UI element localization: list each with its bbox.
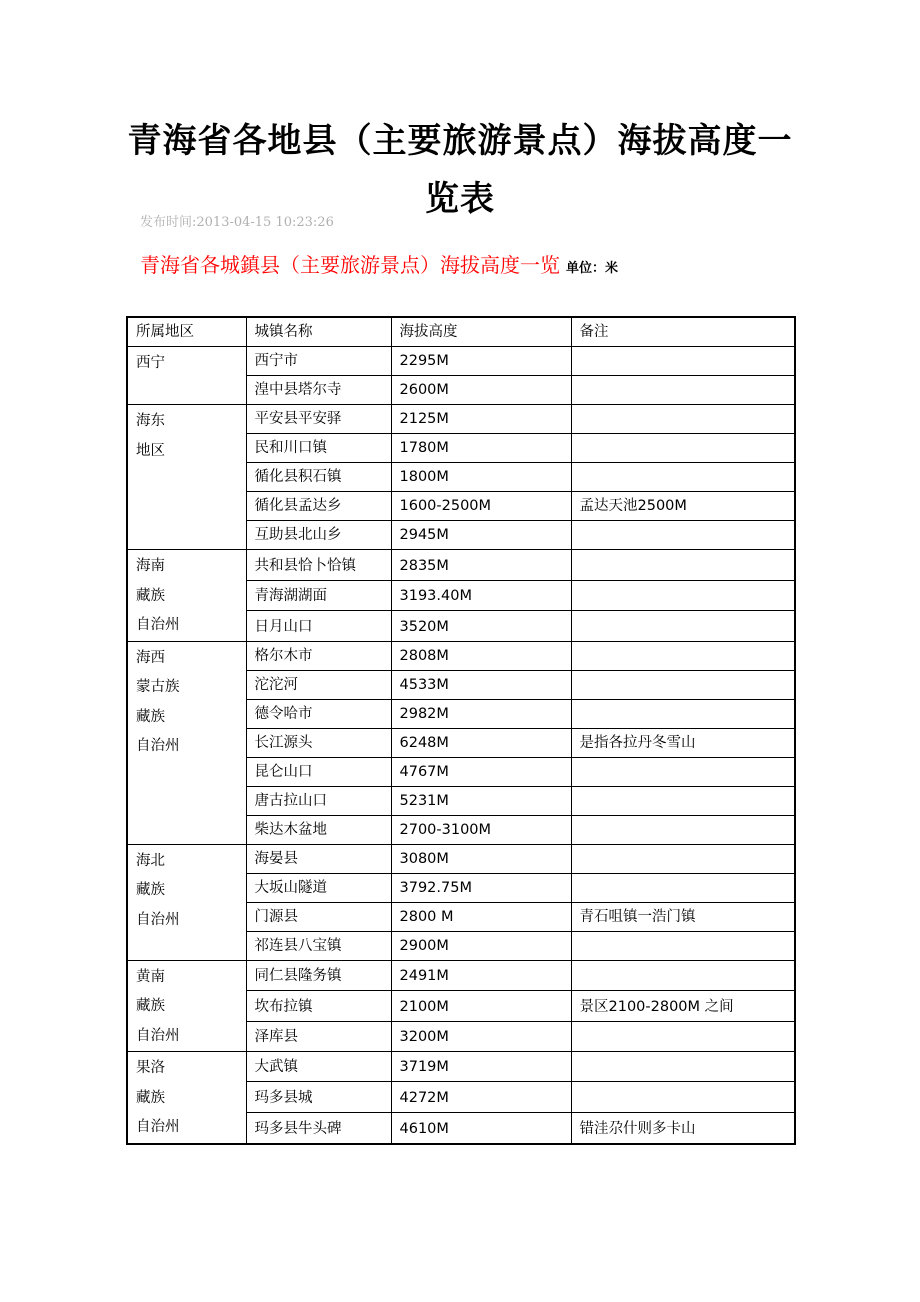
region-cell [127,960,246,1052]
altitude-cell: 2808M [391,641,571,670]
note-cell [571,521,795,550]
region-cell [127,405,246,550]
region-line: 蒙古族 [136,679,180,695]
note-cell [571,641,795,670]
region-line: 自治州 [136,738,180,754]
altitude-cell: 4533M [391,670,571,699]
note-cell [571,463,795,492]
town-cell: 青海湖湖面 [246,580,391,611]
altitude-cell: 5231M [391,786,571,815]
table-row [127,1052,795,1082]
region-line: 自治州 [136,617,180,633]
town-cell: 柴达木盆地 [246,815,391,844]
town-cell: 共和县恰卜恰镇 [246,550,391,581]
note-cell [571,786,795,815]
altitude-cell: 3719M [391,1052,571,1082]
altitude-cell: 3193.40M [391,580,571,611]
region-line: 藏族 [136,1089,165,1106]
note-cell [571,699,795,728]
unit-label: 单位：米 [566,261,619,276]
region-line: 自治州 [136,1027,180,1044]
town-cell: 互助县北山乡 [246,521,391,550]
table-row [127,347,795,376]
town-cell: 湟中县塔尔寺 [246,376,391,405]
note-cell [571,815,795,844]
note-cell [571,757,795,786]
altitude-cell: 3080M [391,844,571,873]
town-cell: 日月山口 [246,611,391,642]
note-cell [571,844,795,873]
table-row [127,960,795,991]
altitude-cell: 3200M [391,1021,571,1052]
altitude-cell: 3792.75M [391,873,571,902]
altitude-cell: 1780M [391,434,571,463]
region-line: 果洛 [136,1060,165,1076]
page-title: 青海省各地县（主要旅游景点）海拔高度一览表 [127,121,793,219]
town-cell: 唐古拉山口 [246,786,391,815]
town-cell: 大坂山隧道 [246,873,391,902]
region-line: 西宁 [136,355,165,371]
note-cell [571,434,795,463]
table-row [127,550,795,581]
region-line: 藏族 [136,882,165,898]
altitude-cell: 6248M [391,728,571,757]
town-cell: 平安县平安驿 [246,405,391,434]
region-line: 自治州 [136,1119,180,1135]
altitude-table [126,316,796,1145]
town-cell: 循化县孟达乡 [246,492,391,521]
note-cell [571,1082,795,1112]
altitude-cell: 2900M [391,931,571,960]
town-cell: 坎布拉镇 [246,991,391,1022]
town-cell: 玛多县牛头碑 [246,1112,391,1143]
town-cell: 民和川口镇 [246,434,391,463]
region-line: 海北 [136,852,165,869]
note-cell: 青石咀镇一浩门镇 [571,902,795,931]
note-cell [571,611,795,642]
town-cell: 昆仑山口 [246,757,391,786]
note-cell [571,670,795,699]
altitude-cell: 2700-3100M [391,815,571,844]
region-line: 海东 [136,413,165,429]
town-cell: 大武镇 [246,1052,391,1082]
region-line: 海南 [136,558,165,574]
note-cell: 错洼尕什则多卡山 [571,1112,795,1143]
region-line: 地区 [136,442,165,459]
region-line: 自治州 [136,911,180,928]
note-cell [571,931,795,960]
town-cell: 沱沱河 [246,670,391,699]
town-cell: 西宁市 [246,347,391,376]
town-cell: 门源县 [246,902,391,931]
publish-time: 发布时间:2013-04-15 10:23:26 [140,215,334,230]
town-cell: 德令哈市 [246,699,391,728]
altitude-cell: 2800 M [391,902,571,931]
altitude-cell: 4610M [391,1112,571,1143]
region-line: 藏族 [136,587,165,604]
altitude-cell: 3520M [391,611,571,642]
altitude-cell: 2945M [391,521,571,550]
note-cell: 景区2100-2800M 之间 [571,991,795,1022]
note-cell [571,580,795,611]
region-line: 黄南 [136,968,165,985]
note-cell [571,376,795,405]
table-header-row [127,317,795,347]
table-row [127,405,795,434]
altitude-cell: 1600-2500M [391,492,571,521]
altitude-cell: 2295M [391,347,571,376]
altitude-cell: 2600M [391,376,571,405]
note-cell [571,405,795,434]
header-town: 城镇名称 [246,317,391,347]
region-line: 海西 [136,649,165,666]
town-cell: 格尔木市 [246,641,391,670]
altitude-cell: 2491M [391,960,571,991]
town-cell: 长江源头 [246,728,391,757]
town-cell: 泽库县 [246,1021,391,1052]
note-cell [571,1052,795,1082]
subtitle-text: 青海省各城鎮县（主要旅游景点）海拔高度一览 [140,253,560,277]
altitude-cell: 2125M [391,405,571,434]
header-note: 备注 [571,317,795,347]
altitude-cell: 1800M [391,463,571,492]
note-cell [571,347,795,376]
note-cell [571,873,795,902]
note-cell: 孟达天池2500M [571,492,795,521]
altitude-cell: 2982M [391,699,571,728]
town-cell: 海晏县 [246,844,391,873]
altitude-cell: 4272M [391,1082,571,1112]
town-cell: 祁连县八宝镇 [246,931,391,960]
altitude-cell: 2100M [391,991,571,1022]
region-cell [127,844,246,960]
header-altitude: 海拔高度 [391,317,571,347]
header-region: 所属地区 [127,317,246,347]
note-cell [571,960,795,991]
region-cell [127,550,246,642]
table-subtitle [140,249,618,278]
town-cell: 循化县积石镇 [246,463,391,492]
table-row [127,844,795,873]
altitude-cell: 4767M [391,757,571,786]
region-cell [127,641,246,844]
note-cell [571,1021,795,1052]
region-cell [127,1052,246,1144]
region-line: 藏族 [136,998,165,1014]
table-row [127,641,795,670]
altitude-cell: 2835M [391,550,571,581]
note-cell: 是指各拉丹冬雪山 [571,728,795,757]
note-cell [571,550,795,581]
region-cell [127,347,246,405]
region-line: 藏族 [136,708,165,725]
town-cell: 玛多县城 [246,1082,391,1112]
town-cell: 同仁县隆务镇 [246,960,391,991]
